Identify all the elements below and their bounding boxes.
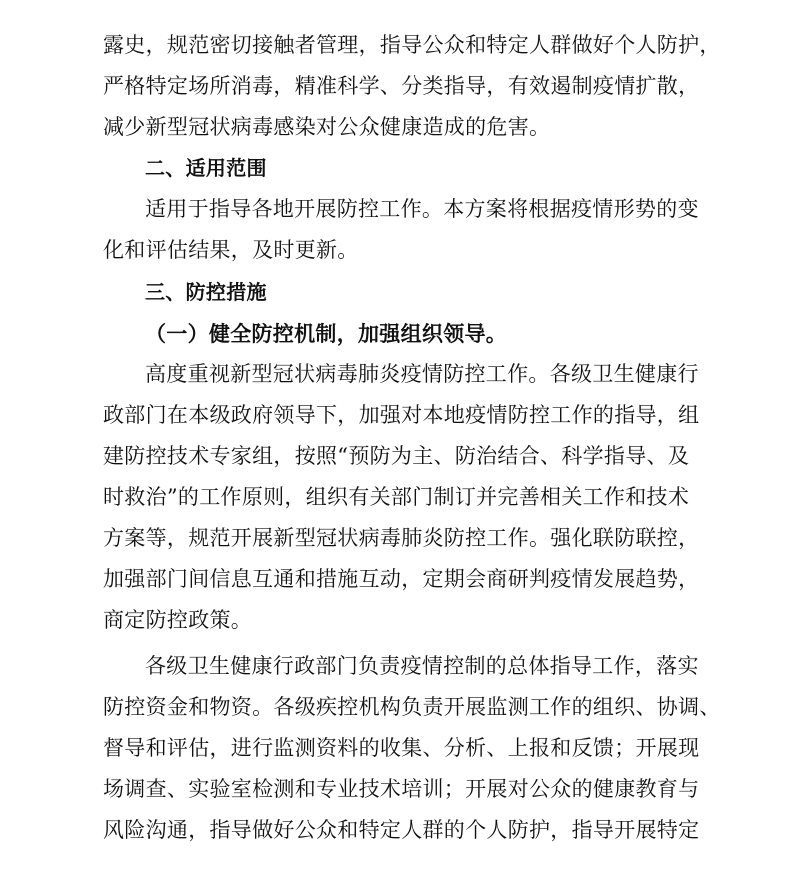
body-line-19: 场调查、实验室检测和专业技术培训；开展对公众的健康教育与 bbox=[103, 777, 700, 801]
body-line-2: 严格特定场所消毒，精准科学、分类指导，有效遏制疫情扩散， bbox=[103, 74, 700, 98]
section-heading-measures: 三、防控措施 bbox=[145, 280, 267, 304]
body-line-15: 商定防控政策。 bbox=[103, 608, 253, 632]
body-line-11: 建防控技术专家组，按照“预防为主、防治结合、科学指导、及 bbox=[103, 444, 690, 468]
body-line-3: 减少新型冠状病毒感染对公众健康造成的危害。 bbox=[103, 115, 551, 139]
body-line-6: 化和评估结果，及时更新。 bbox=[103, 238, 359, 262]
body-line-14: 加强部门间信息互通和措施互动，定期会商研判疫情发展趋势， bbox=[103, 567, 700, 591]
body-line-13: 方案等，规范开展新型冠状病毒肺炎防控工作。强化联防联控， bbox=[103, 526, 700, 550]
body-line-5: 适用于指导各地开展防控工作。本方案将根据疫情形势的变 bbox=[145, 197, 699, 221]
body-line-10: 政部门在本级政府领导下，加强对本地疫情防控工作的指导，组 bbox=[103, 403, 700, 427]
body-line-1: 露史，规范密切接触者管理，指导公众和特定人群做好个人防护， bbox=[103, 33, 721, 57]
subsection-heading-1: （一）健全防控机制，加强组织领导。 bbox=[145, 321, 508, 346]
body-line-20: 风险沟通，指导做好公众和特定人群的个人防护，指导开展特定 bbox=[103, 818, 700, 842]
body-line-9: 高度重视新型冠状病毒肺炎疫情防控工作。各级卫生健康行 bbox=[145, 362, 699, 386]
section-heading-scope: 二、适用范围 bbox=[145, 156, 267, 180]
body-line-18: 督导和评估，进行监测资料的收集、分析、上报和反馈；开展现 bbox=[103, 736, 700, 760]
body-line-17: 防控资金和物资。各级疾控机构负责开展监测工作的组织、协调、 bbox=[103, 695, 721, 719]
body-line-16: 各级卫生健康行政部门负责疫情控制的总体指导工作，落实 bbox=[145, 654, 699, 678]
body-line-12: 时救治”的工作原则，组织有关部门制订并完善相关工作和技术 bbox=[103, 485, 690, 509]
